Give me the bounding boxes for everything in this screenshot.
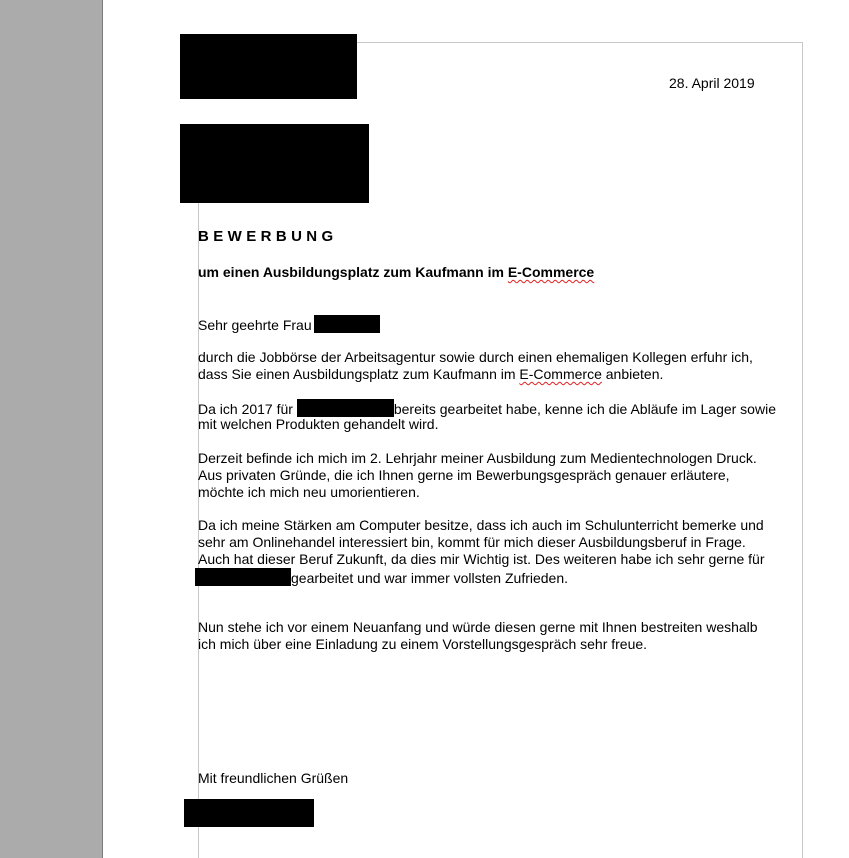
paragraph-4-line-4 [195,568,568,587]
subject-text: um einen Ausbildungsplatz zum Kaufmann im [198,264,508,280]
redacted-recipient-block [180,124,369,203]
paragraph-1-line-1: durch die Jobbörse der Arbeitsagentur sowie durch einen ehemaligen Kollegen erfuhr ich, [198,349,753,365]
salutation [198,315,380,334]
paragraph-4-line-1: Da ich meine Stärken am Computer besitze, dass ich auch im Schulunterricht bemerke und [198,517,764,533]
margin-guide-right [802,42,803,858]
document-sidebar [0,0,103,858]
redacted-sender-block [180,34,357,99]
p2-text-post: bereits gearbeitet habe, kenne ich die Abläufe im Lager sowie [393,401,776,417]
paragraph-4-line-2: sehr am Onlinehandel interessiert bin, kommt für mich dieser Ausbildungsberuf in Frage. [198,534,746,550]
paragraph-2-line-2: mit welchen Produkten gehandelt wird. [198,416,439,432]
p1-text-pre: dass Sie einen Ausbildungsplatz zum Kaufmann im [198,366,520,382]
p1-text-post: anbieten. [601,366,664,382]
margin-guide-top [356,42,803,43]
letter-title: BEWERBUNG [198,228,338,245]
paragraph-5-line-1: Nun stehe ich vor einem Neuanfang und würde diesen gerne mit Ihnen bestreiten weshalb [198,619,758,635]
paragraph-5-line-2: ich mich über eine Einladung zu einem Vorstellungsgespräch sehr freue. [198,636,648,652]
paragraph-1-line-2 [198,366,663,383]
paragraph-3-line-3: möchte ich mich neu umorientieren. [198,484,420,500]
p1-term: E-Commerce [519,366,602,382]
redacted-company-name [297,399,394,417]
paragraph-3-line-1: Derzeit befinde ich mich im 2. Lehrjahr meiner Ausbildung zum Medientechnologen Druck. [198,450,757,466]
subject-term: E-Commerce [507,264,595,280]
redacted-employer-name [195,568,291,586]
paragraph-4-line-3: Auch hat dieser Beruf Zukunft, da dies mir Wichtig ist. Des weiteren habe ich sehr gerne für [198,551,765,567]
letter-subject [198,264,594,280]
closing: Mit freundlichen Grüßen [198,770,349,786]
redacted-signature [184,799,314,827]
redacted-recipient-name [314,315,380,333]
salutation-text: Sehr geehrte Frau [198,317,312,333]
p2-text-pre: Da ich 2017 für [198,401,297,417]
p4-text-post: gearbeitet und war immer vollsten Zufrieden. [291,570,569,586]
letter-date: 28. April 2019 [669,75,755,91]
paragraph-3-line-2: Aus privaten Gründe, die ich Ihnen gerne im Bewerbungsgespräch genauer erläutere, [198,467,730,483]
